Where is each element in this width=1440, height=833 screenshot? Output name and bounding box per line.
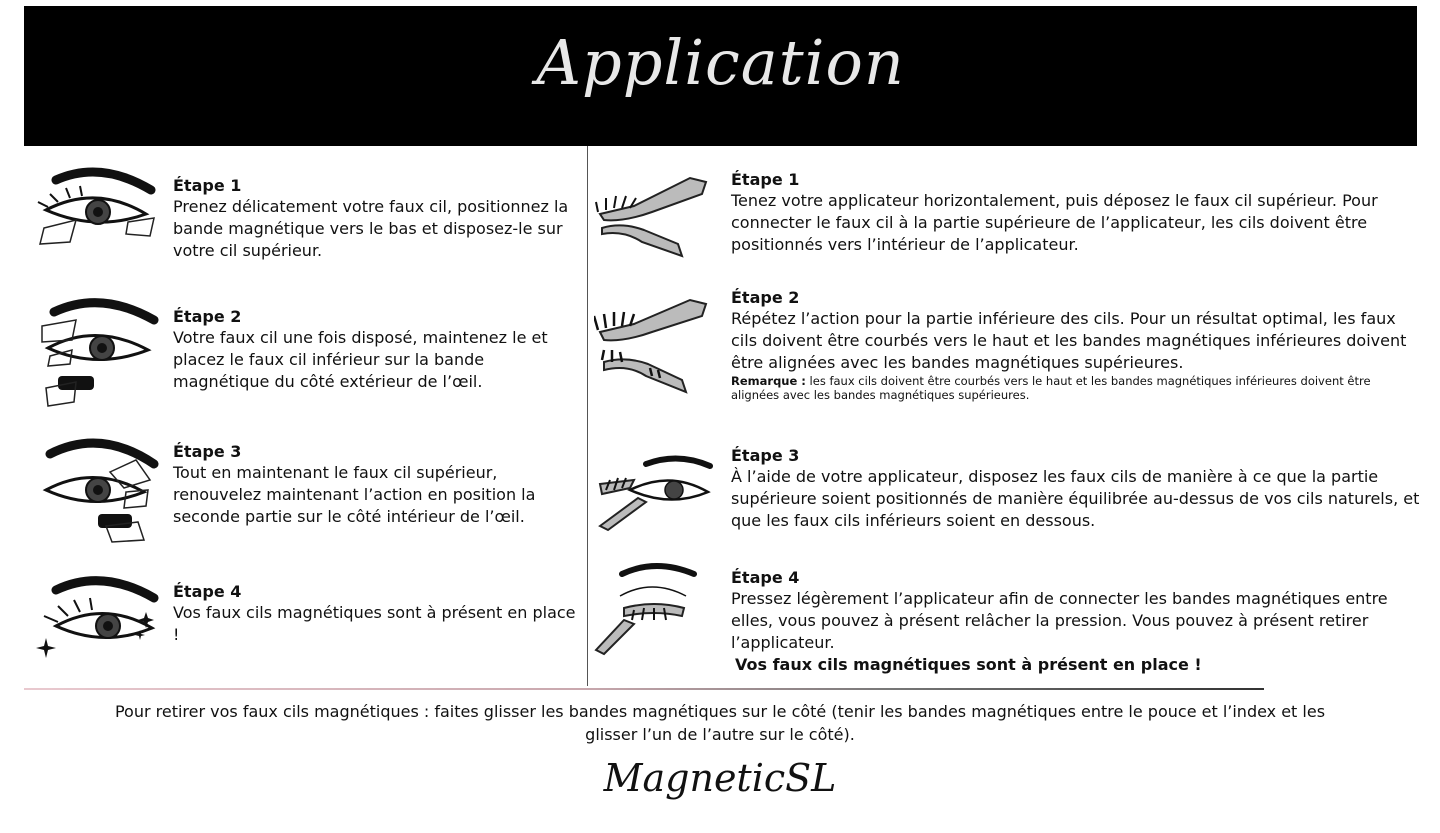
final-note: Vos faux cils magnétiques sont à présent en place ! <box>735 655 1202 674</box>
step-text: Tout en maintenant le faux cil supérieur, renouvelez maintenant l’action en position la seconde partie sur le côté intérieur de l’œil. <box>173 463 536 526</box>
eye-illustration <box>36 430 161 545</box>
step-text: Répétez l’action pour la partie inférieure des cils. Pour un résultat optimal, les faux cils doivent être courbés vers le haut et les bandes magnétiques inférieures doivent être alignées avec les bandes magnétiques supérieures. <box>731 309 1407 372</box>
applicator-illustration <box>594 298 719 398</box>
eye-illustration <box>34 568 159 666</box>
right-step-3 <box>731 446 1421 532</box>
step-text: Vos faux cils magnétiques sont à présent en place ! <box>173 603 576 644</box>
step-title: Étape 4 <box>731 568 800 587</box>
left-step-3 <box>173 442 583 528</box>
left-step-1 <box>173 176 583 262</box>
header-banner <box>24 6 1417 146</box>
remark-note <box>731 374 1421 402</box>
left-step-4 <box>173 582 583 646</box>
eye-illustration <box>36 162 161 252</box>
remark-text: les faux cils doivent être courbés vers le haut et les bandes magnétiques inférieures doivent être alignées avec les bandes magnétiques supérieures. <box>731 374 1371 402</box>
column-divider <box>587 146 588 686</box>
step-title: Étape 3 <box>731 446 800 465</box>
section-divider <box>24 688 1264 690</box>
right-step-2 <box>731 288 1421 402</box>
step-title: Étape 2 <box>731 288 800 307</box>
page-title: Application <box>536 26 905 99</box>
brand-signature: MagneticSL <box>603 756 837 800</box>
left-step-2 <box>173 307 583 393</box>
step-title: Étape 2 <box>173 307 242 326</box>
right-step-1 <box>731 170 1421 256</box>
applicator-illustration <box>594 560 719 656</box>
step-title: Étape 3 <box>173 442 242 461</box>
applicator-illustration <box>594 172 719 260</box>
step-title: Étape 1 <box>731 170 800 189</box>
remark-label: Remarque : <box>731 374 806 388</box>
step-title: Étape 4 <box>173 582 242 601</box>
step-text: Votre faux cil une fois disposé, maintenez le et placez le faux cil inférieur sur la bande magnétique du côté extérieur de l’œil. <box>173 328 548 391</box>
step-text: Pressez légèrement l’applicateur afin de connecter les bandes magnétiques entre elles, vous pouvez à présent relâcher la pression. Vous pouvez à présent retirer l’applicateur. <box>731 589 1388 652</box>
sparkle-icon <box>36 638 56 658</box>
step-text: Tenez votre applicateur horizontalement, puis déposez le faux cil supérieur. Pour connecter le faux cil à la partie supérieure de l’applicateur, les cils doivent être positionnés vers l’intérieur de l’applicateur. <box>731 191 1378 254</box>
eye-illustration <box>36 290 161 408</box>
right-step-4 <box>731 568 1421 674</box>
step-title: Étape 1 <box>173 176 242 195</box>
step-text: À l’aide de votre applicateur, disposez les faux cils de manière à ce que la partie supérieure soient positionnés de manière équilibrée au-dessus de vos cils naturels, et que les faux cils inférieurs soient en dessous. <box>731 467 1420 530</box>
step-text: Prenez délicatement votre faux cil, positionnez la bande magnétique vers le bas et disposez-le sur votre cil supérieur. <box>173 197 569 260</box>
applicator-illustration <box>594 450 719 532</box>
removal-note: Pour retirer vos faux cils magnétiques : faites glisser les bandes magnétiques sur le côté (tenir les bandes magnétiques entre le pouce et l’index et les glisser l’un de l’autre sur le côté). <box>114 702 1326 744</box>
